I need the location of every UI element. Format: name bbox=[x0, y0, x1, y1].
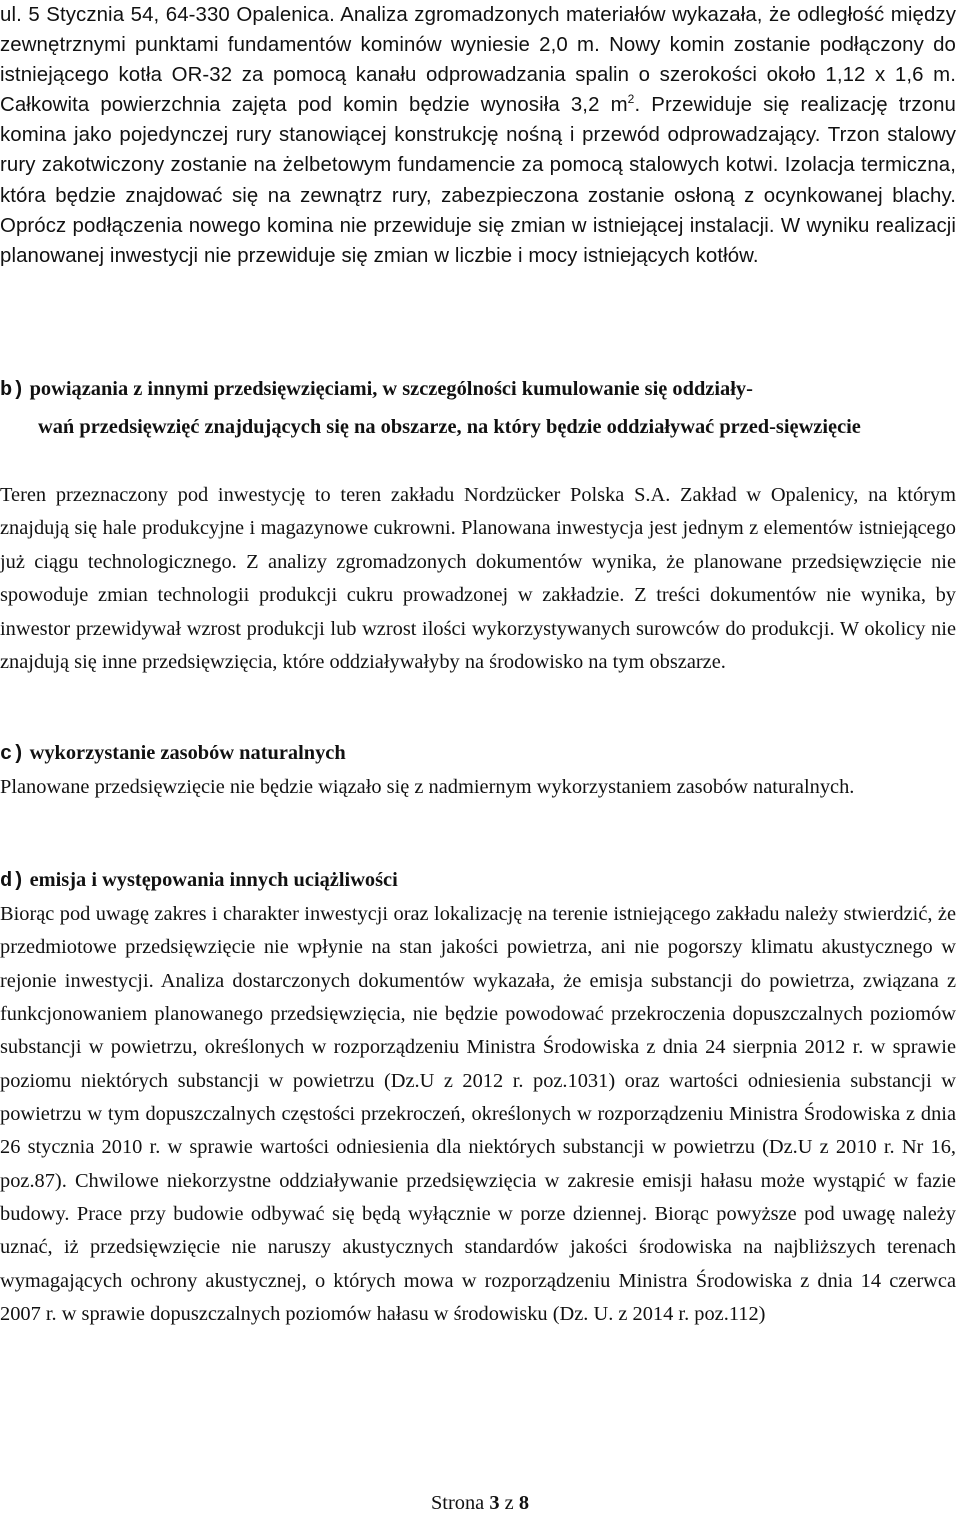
section-b-title-line-1: powiązania z innymi przedsięwzięciami, w szczególności kumulowanie się oddziały- bbox=[29, 378, 753, 400]
footer-current-page: 3 bbox=[489, 1492, 500, 1514]
section-c-heading bbox=[0, 735, 956, 773]
section-b-title-rest: wań przedsięwzięć znajdujących się na obszarze, na który będzie oddziaływać przed-sięwzięcie bbox=[38, 416, 861, 438]
section-c-label: c) bbox=[0, 743, 25, 766]
section-d-heading bbox=[0, 862, 956, 900]
footer-total-pages: 8 bbox=[518, 1492, 530, 1514]
superscript-square: 2 bbox=[627, 92, 635, 107]
footer-prefix: Strona bbox=[430, 1492, 485, 1514]
section-d-body: Biorąc pod uwagę zakres i charakter inwestycji oraz lokalizację na terenie istniejącego zakładu należy stwierdzić, że przedmiotowe przedsięwzięcie nie wpłynie na stan jakości powietrza, ani nie pogorszy klimatu akustycznego w rejonie inwestycji. Analiza dostarczonych dokumentów wykazała, że emisja substancji do powietrza, związana z funkcjonowaniem planowanego przedsięwzięcia, nie będzie powodować przekroczenia dopuszczalnych poziomów substancji w powietrzu, określonych w rozporządzeniu Ministra Środowiska z dnia 24 sierpnia 2012 r. w sprawie poziomu niektórych substancji w powietrzu (Dz.U z 2012 r. poz.1031) oraz wartości odniesienia substancji w powietrzu w tym dopuszczalnych częstości przekroczeń, określonych w rozporządzeniu Ministra Środowiska z dnia 26 stycznia 2010 r. w sprawie wartości odniesienia dla niektórych substancji w powietrzu (Dz.U z 2010 r. Nr 16, poz.87). Chwilowe niekorzystne oddziaływanie przedsięwzięcia w zakresie emisji hałasu może wystąpić w fazie budowy. Prace przy budowie odbywać się będą wyłącznie w porze dziennej. Biorąc powyższe pod uwagę należy uznać, iż przedsięwzięcie nie naruszy akustycznych standardów jakości środowiska na najbliższych terenach wymagających ochrony akustycznej, o których mowa w rozporządzeniu Ministra Środowiska z dnia 14 czerwca 2007 r. w sprawie dopuszczalnych poziomów hałasu w środowisku (Dz. U. z 2014 r. poz.112) bbox=[0, 903, 956, 1326]
paragraph-text-part-2: . Przewiduje się realizację trzonu komina jako pojedynczej rury stanowiącej konstrukcję nośną i przewód odprowadzający. Trzon stalowy rury zakotwiczony zostanie na żelbetowym fundamencie za pomocą stalowych kotwi. Izolacja termiczna, która będzie znajdować się na zewnątrz rury, zabezpieczona zostanie osłoną z ocynkowanej blachy. Oprócz podłączenia nowego komina nie przewiduje się zmian w istniejącej instalacji. W wyniku realizacji planowanej inwestycji nie przewiduje się zmian w liczbie i mocy istniejących kotłów. bbox=[0, 94, 956, 267]
paragraph-text-part-1: ul. 5 Stycznia 54, 64-330 Opalenica. Analiza zgromadzonych materiałów wykazała, że odległość między zewnętrznymi punktami fundamentów kominów wyniesie 2,0 m. Nowy komin zostanie podłączony do istniejącego kotła OR-32 za pomocą kanału odprowadzania spalin o szerokości około 1,12 x 1,6 m. Całkowita powierzchnia zajęta pod komin będzie wynosiła 3,2 m bbox=[0, 4, 956, 117]
section-c-title: wykorzystanie zasobów naturalnych bbox=[29, 742, 346, 764]
footer-separator: z bbox=[504, 1492, 514, 1514]
page-footer bbox=[0, 1490, 960, 1516]
section-b-heading bbox=[0, 371, 956, 445]
paragraph-chimney-description bbox=[0, 0, 956, 271]
section-c-body: Planowane przedsięwzięcie nie będzie wiązało się z nadmiernym wykorzystaniem zasobów naturalnych. bbox=[0, 776, 855, 798]
section-b-label: b) bbox=[0, 379, 25, 402]
section-d-title: emisja i występowania innych uciążliwości bbox=[29, 869, 398, 891]
section-b-body: Teren przeznaczony pod inwestycję to teren zakładu Nordzücker Polska S.A. Zakład w Opalenicy, na którym znajdują się hale produkcyjne i magazynowe cukrowni. Planowana inwestycja jest jednym z elementów istniejącego już ciągu technologicznego. Z analizy zgromadzonych dokumentów wynika, że planowane przedsięwzięcie nie spowoduje zmian technologii produkcji cukru prowadzonej w zakładzie. Z treści dokumentów nie wynika, by inwestor przewidywał wzrost produkcji lub wzrost ilości wykorzystywanych surowców do produkcji. W okolicy nie znajdują się inne przedsięwzięcia, które oddziaływałyby na środowisko na tym obszarze. bbox=[0, 484, 956, 674]
section-d-label: d) bbox=[0, 870, 25, 893]
